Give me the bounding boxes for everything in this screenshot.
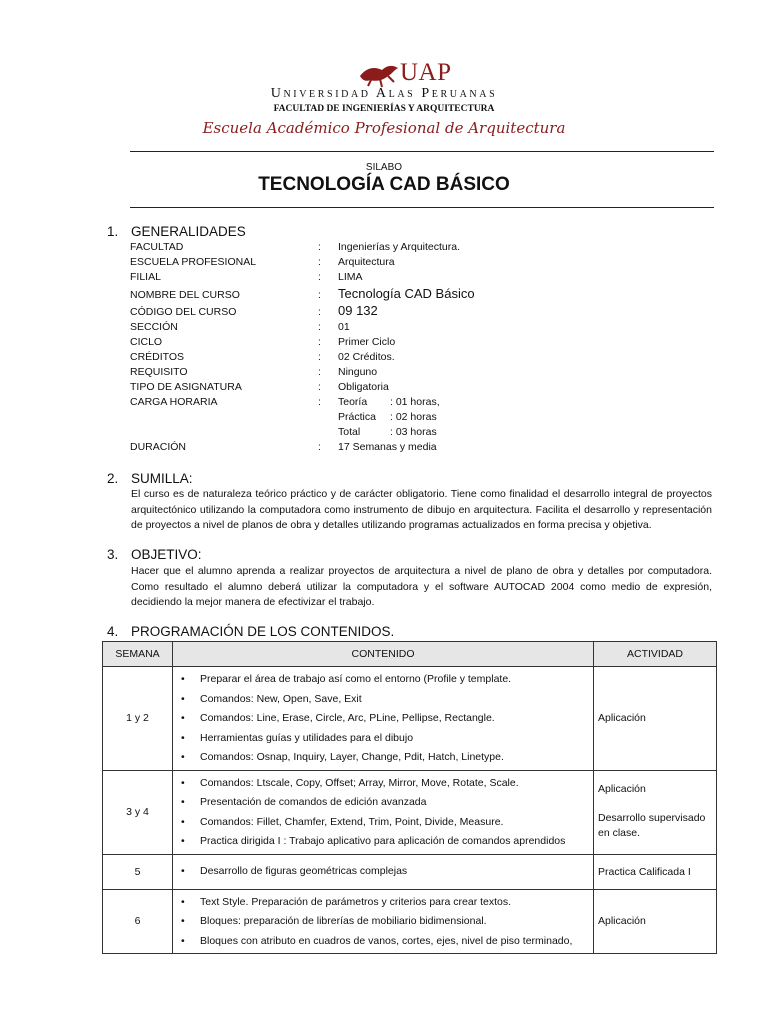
info-key: CICLO xyxy=(130,336,163,348)
objetivo-text: Hacer que el alumno aprenda a realizar proyectos de arquitectura a nivel de plano de obra y detalles por computadora. Como resultado el alumno deberá utilizar la computadora y el software AUTOCAD 2004 como medio de expresión, decidiendo la mejor manera de efectivizar el trabajo. xyxy=(131,565,712,608)
section-number: 4. xyxy=(107,624,119,639)
info-row xyxy=(130,286,714,303)
info-key: DURACIÓN xyxy=(130,441,187,453)
actividad-cell xyxy=(594,889,717,954)
info-sep: : xyxy=(318,396,321,408)
info-value: Ninguno xyxy=(338,366,378,378)
school-name: Escuela Académico Profesional de Arquitectura xyxy=(202,119,566,137)
info-key: FACULTAD xyxy=(130,241,184,253)
list-item: • Preparar el área de trabajo así como el entorno (Profile y template. xyxy=(173,670,593,690)
list-item: • Bloques: preparación de librerías de mobiliario bidimensional. xyxy=(173,912,593,932)
info-sep: : xyxy=(318,306,321,318)
info-value: 01 xyxy=(338,321,350,333)
list-item: • Comandos: Ltscale, Copy, Offset; Array, Mirror, Move, Rotate, Scale. xyxy=(173,774,593,794)
info-row xyxy=(130,271,714,285)
info-row xyxy=(130,381,714,395)
info-value: Primer Ciclo xyxy=(338,336,396,348)
table-row xyxy=(103,770,717,854)
list-item: • Herramientas guías y utilidades para el dibujo xyxy=(173,729,593,749)
column-header-contenido: CONTENIDO xyxy=(173,642,594,667)
info-row xyxy=(130,441,714,455)
column-header-actividad: ACTIVIDAD xyxy=(594,642,717,667)
column-header-semana: SEMANA xyxy=(103,642,173,667)
list-item: • Practica dirigida I : Trabajo aplicativo para aplicación de comandos aprendidos xyxy=(173,832,593,852)
info-value: Ingenierías y Arquitectura. xyxy=(338,241,460,253)
semana-cell: 3 y 4 xyxy=(103,770,173,854)
list-item: • Comandos: Line, Erase, Circle, Arc, PLine, Pellipse, Rectangle. xyxy=(173,709,593,729)
contenido-cell xyxy=(173,770,594,854)
info-key: CÓDIGO DEL CURSO xyxy=(130,306,237,318)
section-heading: GENERALIDADES xyxy=(131,224,246,239)
info-key: REQUISITO xyxy=(130,366,188,378)
info-row xyxy=(130,366,714,380)
section-heading: SUMILLA: xyxy=(131,471,193,486)
table-row xyxy=(103,889,717,954)
info-row xyxy=(130,321,714,335)
contenido-cell xyxy=(173,889,594,954)
info-row xyxy=(130,351,714,365)
carga-value: : 01 horas, xyxy=(390,396,440,408)
divider-bottom xyxy=(130,207,714,208)
list-item: • Presentación de comandos de edición avanzada xyxy=(173,793,593,813)
actividad-text: Desarrollo supervisado en clase. xyxy=(598,812,706,839)
contenido-cell xyxy=(173,667,594,771)
info-value: 17 Semanas y media xyxy=(338,441,437,453)
info-value: LIMA xyxy=(338,271,363,283)
actividad-text: Practica Calificada I xyxy=(598,865,691,878)
info-row xyxy=(130,303,714,320)
info-key: CRÉDITOS xyxy=(130,351,185,363)
semana-cell: 5 xyxy=(103,854,173,889)
info-key: NOMBRE DEL CURSO xyxy=(130,289,240,301)
divider-top xyxy=(130,151,714,152)
carga-value: : 03 horas xyxy=(390,426,437,438)
section-number: 1. xyxy=(107,224,119,239)
actividad-text: Aplicación xyxy=(598,915,646,928)
info-value: Obligatoria xyxy=(338,381,389,393)
info-row xyxy=(130,241,714,255)
section-number: 3. xyxy=(107,547,119,562)
sumilla-text: El curso es de naturaleza teórico práctico y de carácter obligatorio. Tiene como finalidad el desarrollo integral de proyectos arquitectónico utilizando la computadora como instrumento de dibujo en arquitectura. Facilita el desarrollo y representación de proyectos a nivel de planos de obra y detalles utilizando programas actualizados en forma precisa y objetiva. xyxy=(131,488,712,531)
info-sep: : xyxy=(318,241,321,253)
faculty-name: FACULTAD DE INGENIERÍAS Y ARQUITECTURA xyxy=(273,104,495,114)
list-item: • Desarrollo de figuras geométricas complejas xyxy=(173,862,593,882)
carga-label: Práctica xyxy=(338,411,376,423)
info-row xyxy=(130,336,714,350)
logo-text: UAP xyxy=(400,59,452,86)
university-name: Universidad Alas Peruanas xyxy=(270,86,498,101)
info-sep: : xyxy=(318,441,321,453)
actividad-cell xyxy=(594,667,717,771)
list-item: • Text Style. Preparación de parámetros y criterios para crear textos. xyxy=(173,893,593,913)
actividad-text: Aplicación xyxy=(598,712,646,725)
info-sep: : xyxy=(318,366,321,378)
info-sep: : xyxy=(318,351,321,363)
section-number: 2. xyxy=(107,471,119,486)
content-list xyxy=(173,667,593,770)
info-key: SECCIÓN xyxy=(130,321,178,333)
list-item: • Comandos: Osnap, Inquiry, Layer, Change, Pdit, Hatch, Linetype. xyxy=(173,748,593,768)
info-sep: : xyxy=(318,381,321,393)
info-key: CARGA HORARIA xyxy=(130,396,218,408)
info-sep: : xyxy=(318,321,321,333)
content-list xyxy=(173,771,593,854)
info-key: ESCUELA PROFESIONAL xyxy=(130,256,257,268)
info-value: Arquitectura xyxy=(338,256,395,268)
content-list xyxy=(173,890,593,954)
info-value: Tecnología CAD Básico xyxy=(338,286,475,301)
actividad-text: Aplicación xyxy=(598,783,646,795)
info-key: TIPO DE ASIGNATURA xyxy=(130,381,242,393)
contenido-cell xyxy=(173,854,594,889)
info-sep: : xyxy=(318,289,321,301)
course-title: TECNOLOGÍA CAD BÁSICO xyxy=(258,174,510,195)
content-list xyxy=(173,859,593,884)
actividad-cell xyxy=(594,770,717,854)
table-row xyxy=(103,667,717,771)
info-sep: : xyxy=(318,256,321,268)
carga-label: Total xyxy=(338,426,361,438)
actividad-cell xyxy=(594,854,717,889)
list-item: • Comandos: Fillet, Chamfer, Extend, Trim, Point, Divide, Measure. xyxy=(173,813,593,833)
carga-label: Teoría xyxy=(338,396,368,408)
list-item: • Comandos: New, Open, Save, Exit xyxy=(173,690,593,710)
document-type: SILABO xyxy=(365,162,403,173)
table-header-row xyxy=(103,642,717,667)
table-row xyxy=(103,854,717,889)
section-heading: PROGRAMACIÓN DE LOS CONTENIDOS. xyxy=(131,624,395,639)
info-value: 09 132 xyxy=(338,303,378,318)
semana-cell: 6 xyxy=(103,889,173,954)
info-key: FILIAL xyxy=(130,271,161,283)
info-sep: : xyxy=(318,271,321,283)
info-value: 02 Créditos. xyxy=(338,351,395,363)
section-heading: OBJETIVO: xyxy=(131,547,202,562)
contents-table xyxy=(102,641,717,954)
semana-cell: 1 y 2 xyxy=(103,667,173,771)
list-item: • Bloques con atributo en cuadros de vanos, cortes, ejes, nivel de piso terminado, xyxy=(173,932,593,952)
carga-value: : 02 horas xyxy=(390,411,437,423)
info-sep: : xyxy=(318,336,321,348)
info-row xyxy=(130,256,714,270)
